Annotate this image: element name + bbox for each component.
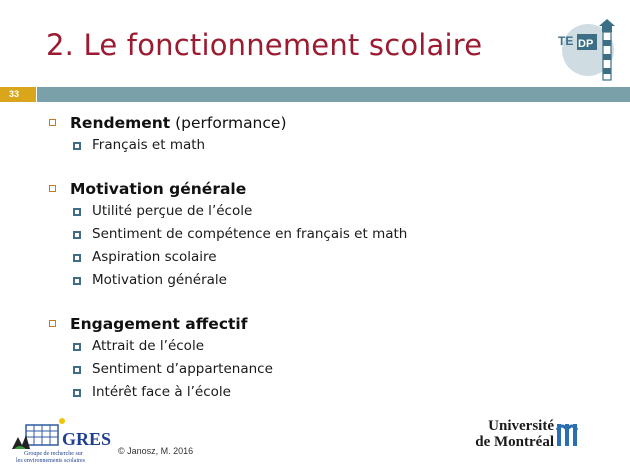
bullet-level2	[47, 134, 607, 157]
square-bullet-icon	[73, 254, 81, 262]
list-item-text: Français et math	[92, 137, 206, 153]
gres-line2: les environnements scolaires	[16, 458, 85, 464]
bullet-level2	[47, 269, 607, 292]
section-heading: Rendement	[70, 114, 171, 132]
section-heading-suffix: (performance)	[170, 114, 287, 132]
udem-line1: Université	[488, 418, 554, 434]
list-item-text: Attrait de l’école	[92, 338, 204, 354]
logo-dp-text: DP	[578, 38, 594, 50]
list-item-text: Aspiration scolaire	[92, 249, 217, 265]
slide-number-bar	[0, 87, 630, 102]
list-item-text: Sentiment de compétence en français et math	[92, 226, 408, 242]
bullet-level2	[47, 200, 607, 223]
section-heading: Motivation générale	[70, 180, 247, 198]
square-bullet-icon	[73, 231, 81, 239]
list-item-text: Motivation générale	[92, 272, 227, 288]
header-band	[37, 87, 630, 102]
udem-line2: de Montréal	[475, 434, 554, 450]
slide-title: 2. Le fonctionnement scolaire	[46, 28, 483, 62]
bullet-level2	[47, 335, 607, 358]
square-bullet-icon	[73, 277, 81, 285]
square-bullet-icon	[73, 366, 81, 374]
bullet-level2	[47, 223, 607, 246]
square-bullet-icon	[49, 185, 56, 192]
square-bullet-icon	[73, 208, 81, 216]
bullet-level2	[47, 246, 607, 269]
list-item-text: Sentiment d’appartenance	[92, 361, 273, 377]
logo-te-text: TE	[558, 34, 574, 48]
gres-line1: Groupe de recherche sur	[24, 451, 83, 457]
section-rendement	[47, 112, 607, 157]
udem-logo	[472, 418, 590, 462]
udem-emblem-icon	[556, 420, 578, 448]
bullet-level2	[47, 381, 607, 404]
slide-content	[47, 112, 607, 404]
gres-name: GRES	[62, 429, 112, 449]
copyright-text: © Janosz, M. 2016	[118, 446, 194, 456]
tedp-logo	[552, 14, 628, 92]
list-item-text: Utilité perçue de l’école	[92, 203, 253, 219]
bullet-level1	[47, 112, 607, 134]
square-bullet-icon	[49, 119, 56, 126]
list-item-text: Intérêt face à l’école	[92, 384, 231, 400]
section-engagement	[47, 313, 607, 404]
slide-number: 33	[0, 87, 36, 102]
bullet-level2	[47, 358, 607, 381]
gres-logo	[10, 415, 120, 465]
section-motivation	[47, 178, 607, 292]
bullet-level1	[47, 178, 607, 200]
udem-text	[472, 418, 554, 450]
square-bullet-icon	[73, 389, 81, 397]
square-bullet-icon	[49, 320, 56, 327]
square-bullet-icon	[73, 142, 81, 150]
bullet-level1	[47, 313, 607, 335]
section-heading: Engagement affectif	[70, 315, 248, 333]
square-bullet-icon	[73, 343, 81, 351]
